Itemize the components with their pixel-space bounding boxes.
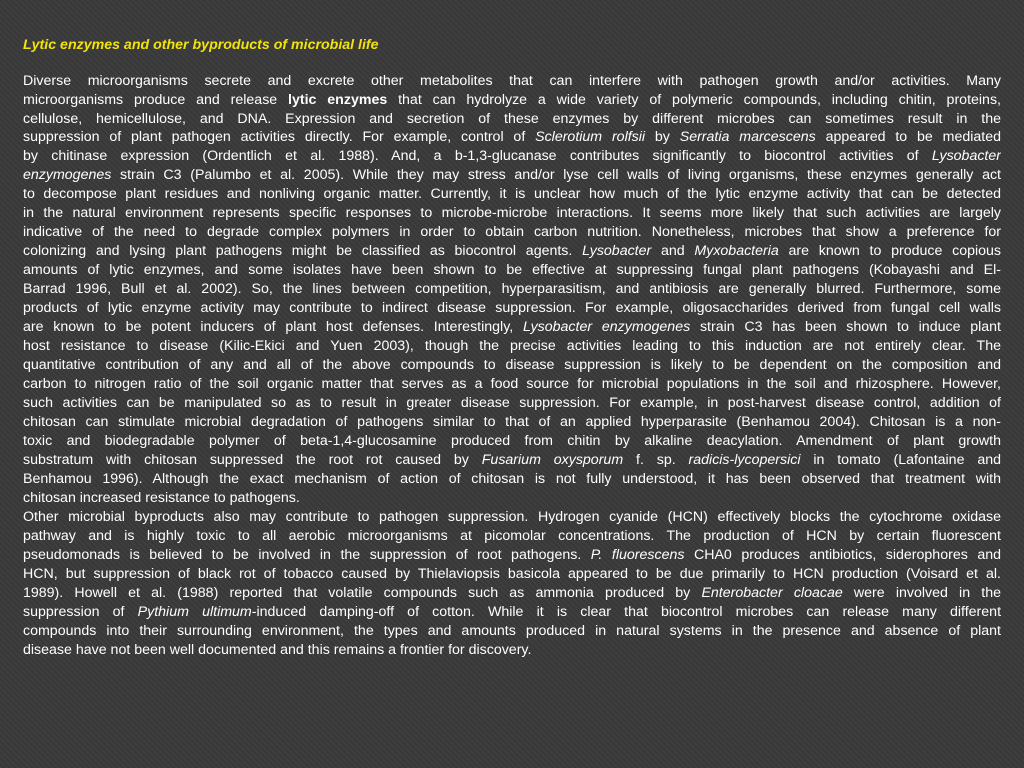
text-line: by chitinase expression (Ordentlich et al. 1988). And, a b-1,3-glucanase contributes significantly to biocontrol activities of Lysobacter [23,148,1001,164]
text-line: HCN, but suppression of black rot of tobacco caused by Thielaviopsis basicola appeared to be due primarily to HCN production (Voisard et al. [23,566,1001,582]
text-line: pseudomonads is believed to be involved in the suppression of root pathogens. P. fluorescens CHA0 produces antibiotics, siderophores and [23,547,1001,563]
species-name: Pythium ultimum [137,604,252,620]
species-name: Enterobacter cloacae [701,585,843,601]
text-line: cellulose, hemicellulose, and DNA. Expression and secretion of these enzymes by different microbes can sometimes result in the [23,111,1001,127]
species-name: Lysobacter enzymogenes [522,319,691,335]
bold-term: lytic enzymes [288,92,388,108]
text-line: Barrad 1996, Bull et al. 2002). So, the lines between competition, hyperparasitism, and antibiosis are generally blurred. Furthermore, some [23,281,1001,297]
text-line: colonizing and lysing plant pathogens might be classified as biocontrol agents. Lysobacter and Myxobacteria are known to produce copious [23,243,1001,259]
text-line: Benhamou 1996). Although the exact mechanism of action of chitosan is not fully understood, it has been observed that treatment with [23,471,1001,487]
text-line: such activities can be manipulated so as to result in greater disease suppression. For example, in post-harvest disease control, addition of [23,395,1001,411]
species-name: Fusarium oxysporum [481,452,624,468]
text-line: chitosan can stimulate microbial degradation of pathogens similar to that of an applied hyperparasite (Benhamou 2004). Chitosan is a non- [23,414,1001,430]
text-line: in the natural environment represents specific responses to microbe-microbe interactions. It seems more likely that such activities are largely [23,205,1001,221]
text-line: 1989). Howell et al. (1988) reported that volatile compounds such as ammonia produced by Enterobacter cloacae were involved in the [23,585,1001,601]
slide-title: Lytic enzymes and other byproducts of microbial life [23,37,379,53]
text-line: disease have not been well documented and this remains a frontier for discovery. [23,642,532,658]
text-line: amounts of lytic enzymes, and some isolates have been shown to be effective at suppressing fungal plant pathogens (Kobayashi and El- [23,262,1001,278]
text-line: to decompose plant residues and nonliving organic matter. Currently, it is unclear how much of the lytic enzyme activity that can be detected [23,186,1001,202]
text-line: substratum with chitosan suppressed the root rot caused by Fusarium oxysporum f. sp. radicis-lycopersici in tomato (Lafontaine and [23,452,1001,468]
text-line: pathway and is highly toxic to all aerobic microorganisms at picomolar concentrations. The production of HCN by certain fluorescent [23,528,1001,544]
text-line: host resistance to disease (Kilic-Ekici and Yuen 2003), though the precise activities leading to this induction are not entirely clear. The [23,338,1001,354]
text-line: compounds into their surrounding environment, the types and amounts produced in natural systems in the presence and absence of plant [23,623,1001,639]
text-line: enzymogenes strain C3 (Palumbo et al. 2005). While they may stress and/or lyse cell walls of living organisms, these enzymes generally act [23,167,1001,183]
species-name: enzymogenes [23,167,112,183]
text-line: products of lytic enzyme activity may contribute to indirect disease suppression. For example, oligosaccharides derived from fungal cell walls [23,300,1001,316]
text-line: Other microbial byproducts also may contribute to pathogen suppression. Hydrogen cyanide (HCN) effectively blocks the cytochrome oxidase [23,509,1001,525]
text-line: carbon to nitrogen ratio of the soil organic matter that serves as a food source for microbial populations in the soil and rhizosphere. However, [23,376,1001,392]
species-name: Sclerotium rolfsii [535,129,646,145]
text-line: indicative of the need to degrade complex polymers in order to obtain carbon nutrition. Nonetheless, microbes that show a preference for [23,224,1001,240]
species-name: radicis-lycopersici [688,452,801,468]
text-line: suppression of plant pathogen activities directly. For example, control of Sclerotium rolfsii by Serratia marcescens appeared to be mediated [23,129,1001,145]
species-name: Myxobacteria [694,243,779,259]
text-line: are known to be potent inducers of plant host defenses. Interestingly, Lysobacter enzymogenes strain C3 has been shown to induce plant [23,319,1001,335]
species-name: Lysobacter [931,148,1001,164]
text-line: chitosan increased resistance to pathogens. [23,490,300,506]
text-line: suppression of Pythium ultimum-induced damping-off of cotton. While it is clear that biocontrol microbes can release many different [23,604,1001,620]
text-line: microorganisms produce and release lytic enzymes that can hydrolyze a wide variety of polymeric compounds, including chitin, proteins, [23,92,1001,108]
text-line: quantitative contribution of any and all of the above compounds to disease suppression is likely to be dependent on the composition and [23,357,1001,373]
species-name: Serratia marcescens [679,129,816,145]
text-line: toxic and biodegradable polymer of beta-1,4-glucosamine produced from chitin by alkaline deacylation. Amendment of plant growth [23,433,1001,449]
species-name: Lysobacter [582,243,652,259]
text-line: Diverse microorganisms secrete and excrete other metabolites that can interfere with pathogen growth and/or activities. Many [23,73,1001,89]
species-name: P. fluorescens [590,547,685,563]
